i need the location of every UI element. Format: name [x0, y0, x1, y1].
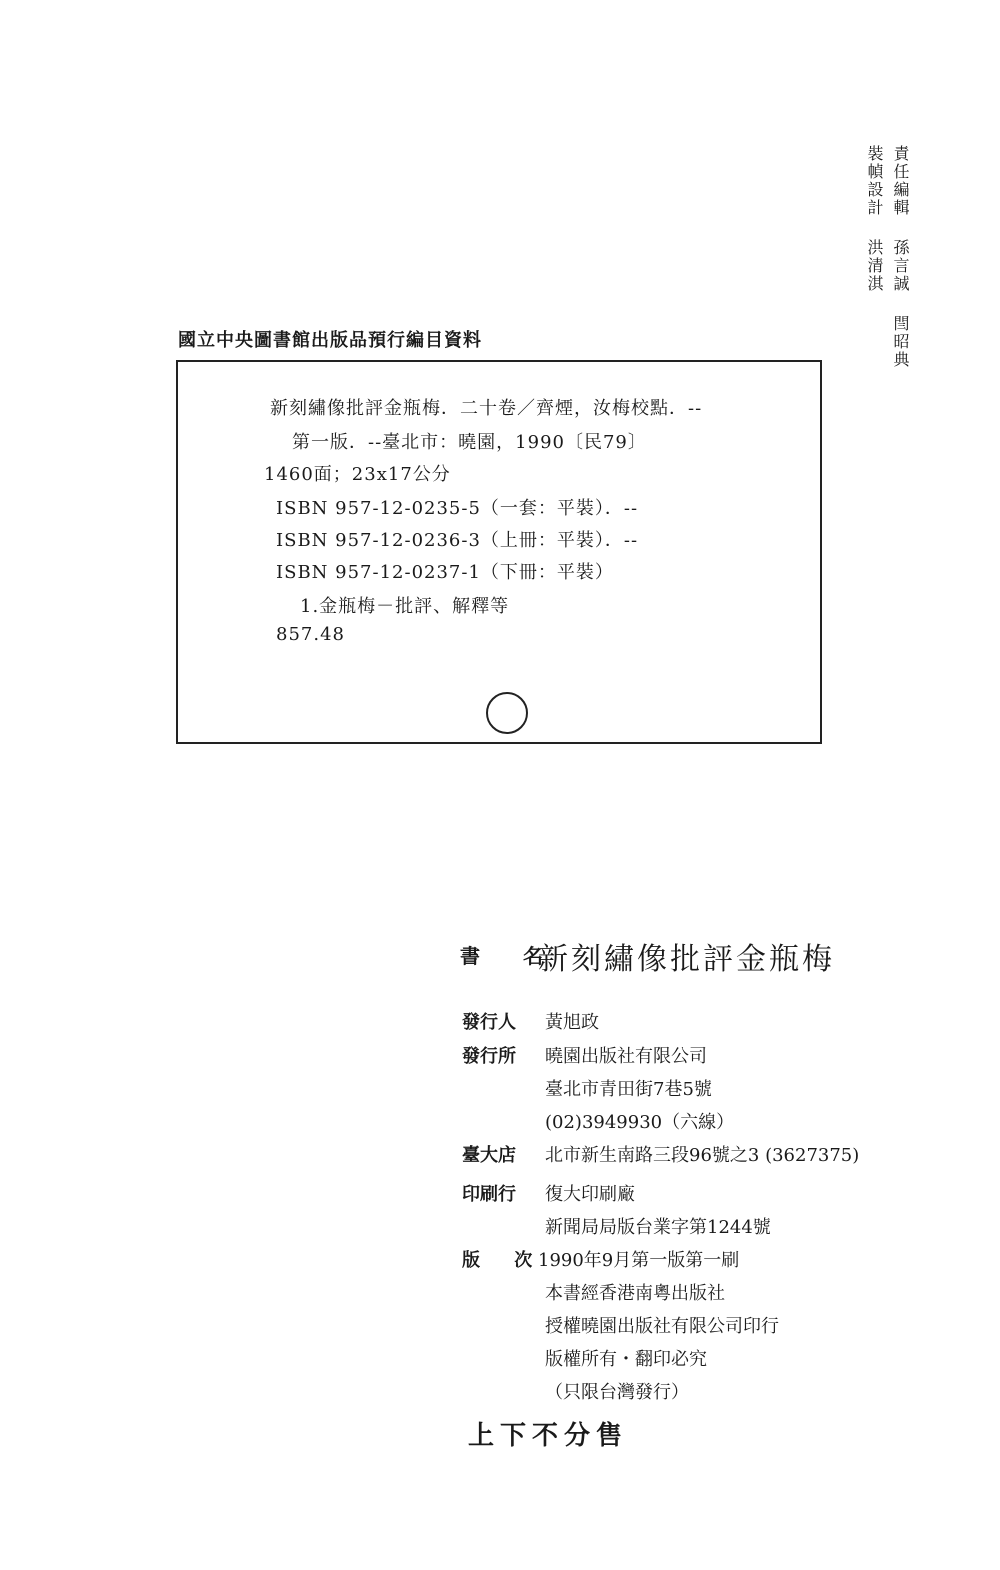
cip-heading: 國立中央圖書館出版品預行編目資料 [178, 330, 482, 351]
editor-name: 閆昭典 [891, 315, 910, 369]
designer-name: 洪清淇 [865, 239, 884, 293]
book-name-label: 書 名 [460, 944, 561, 968]
publisher-phone: (02)3949930（六線） [545, 1112, 735, 1133]
cip-line: 1460面；23x17公分 [264, 464, 451, 485]
store-label: 臺大店 [462, 1145, 516, 1166]
publisher-person-label: 發行人 [462, 1012, 516, 1033]
cip-line: 新刻繡像批評金瓶梅．二十卷／齊煙，汝梅校點．-- [270, 398, 703, 419]
edition-note: 授權曉園出版社有限公司印行 [545, 1316, 779, 1337]
editor-column [890, 145, 910, 369]
cip-line: ISBN 957-12-0235-5（一套：平裝）．-- [276, 498, 639, 519]
printer-label: 印刷行 [462, 1184, 516, 1205]
store-address: 北市新生南路三段96號之3 (3627375) [545, 1145, 860, 1166]
editor-label: 責任編輯 [891, 145, 910, 217]
cip-box [176, 360, 822, 744]
cip-line: 857.48 [276, 624, 345, 645]
publisher-name: 曉園出版社有限公司 [545, 1046, 707, 1067]
cip-line: 第一版．--臺北市：曉園，1990〔民79〕 [292, 432, 647, 453]
edition-label: 版 次 [462, 1250, 547, 1271]
edition-note: 本書經香港南粵出版社 [545, 1283, 725, 1304]
designer-column [864, 145, 884, 293]
printer-name: 復大印刷廠 [545, 1184, 635, 1205]
not-sold-separately: 上下不分售 [468, 1421, 629, 1451]
edition-date: 1990年9月第一版第一刷 [538, 1250, 740, 1271]
publisher-address: 臺北市青田街7巷5號 [545, 1079, 712, 1100]
copyright-note: 版權所有・翻印必究 [545, 1349, 707, 1370]
designer-label: 裝幀設計 [865, 145, 884, 217]
cip-line: 1.金瓶梅－批評、解釋等 [300, 596, 510, 617]
circle-mark-icon [486, 692, 528, 734]
credits-block [860, 145, 920, 405]
printer-license: 新聞局局版台業字第1244號 [545, 1217, 771, 1238]
publisher-person: 黃旭政 [545, 1012, 599, 1033]
cip-line: ISBN 957-12-0237-1（下冊：平裝） [276, 562, 614, 583]
editor-name: 孫言誠 [891, 239, 910, 293]
book-title: 新刻繡像批評金瓶梅 [538, 942, 835, 977]
distribution-note: （只限台灣發行） [545, 1382, 689, 1403]
cip-line: ISBN 957-12-0236-3（上冊：平裝）．-- [276, 530, 639, 551]
publisher-label: 發行所 [462, 1046, 516, 1067]
